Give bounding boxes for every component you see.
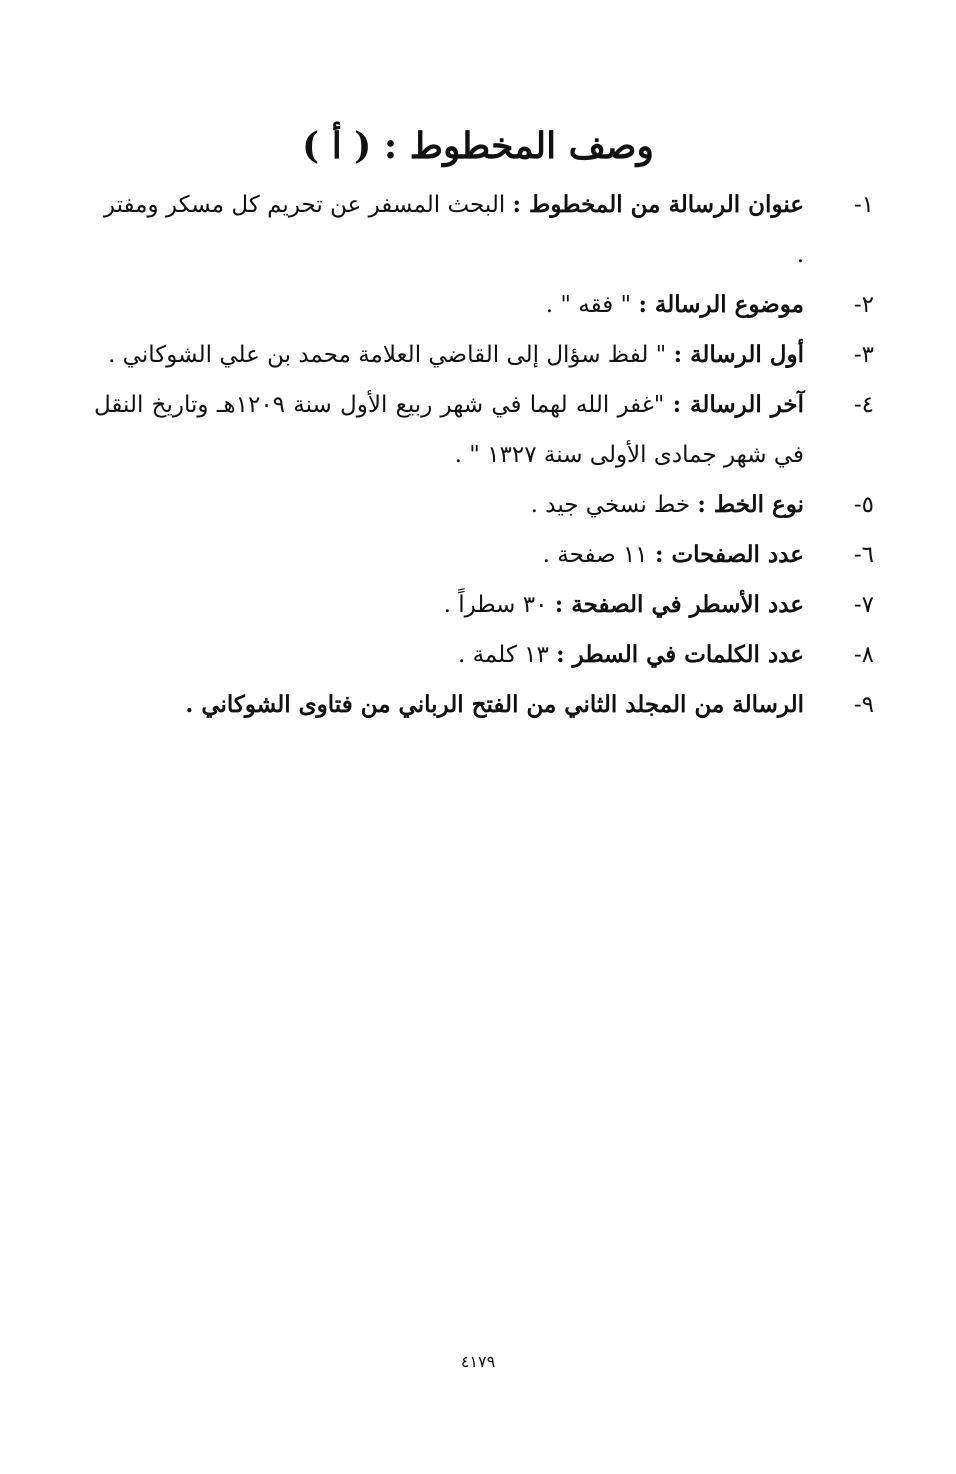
- item-value: " فقه " .: [545, 292, 632, 318]
- item-value: خط نسخي جيد .: [530, 492, 691, 518]
- list-item: [94, 580, 874, 630]
- item-number: ٣-: [853, 342, 874, 368]
- item-number: ١-: [853, 192, 874, 218]
- item-number: ٩-: [853, 692, 874, 718]
- item-number: ٢-: [853, 292, 874, 318]
- item-number: ٦-: [853, 542, 874, 568]
- item-label: أول الرسالة :: [673, 341, 804, 368]
- item-text: [94, 180, 804, 280]
- item-text: [94, 380, 804, 480]
- item-number: ٨-: [853, 642, 874, 668]
- page-title: وصف المخطوط : ( أ ): [302, 125, 654, 167]
- item-value: "غفر الله لهما في شهر ربيع الأول سنة ١٢٠٩هـ وتاريخ النقل في شهر جمادى الأولى سنة ١٣٢٧ " .: [94, 392, 804, 468]
- item-value: ٣٠ سطراً .: [443, 592, 548, 618]
- item-label: موضوع الرسالة :: [638, 291, 804, 318]
- list-item: [94, 380, 874, 480]
- list-item: [94, 280, 874, 330]
- item-value: الرسالة من المجلد الثاني من الفتح الرباني من فتاوى الشوكاني .: [185, 691, 804, 718]
- list-item: [94, 680, 874, 730]
- list-item: [94, 330, 874, 380]
- item-value: ١٣ كلمة .: [457, 642, 549, 668]
- item-value: ١١ صفحة .: [542, 542, 648, 568]
- item-text: [94, 530, 804, 580]
- item-number: ٧-: [853, 592, 874, 618]
- item-text: [94, 680, 804, 730]
- item-value: " لفظ سؤال إلى القاضي العلامة محمد بن علي الشوكاني .: [108, 342, 667, 368]
- item-label: عدد الكلمات في السطر :: [556, 641, 804, 668]
- item-value: البحث المسفر عن تحريم كل مسكر ومفتر .: [103, 192, 804, 268]
- item-text: [94, 580, 804, 630]
- page-number: ٤١٧٩: [460, 1352, 496, 1371]
- item-text: [94, 330, 804, 380]
- item-number: ٥-: [853, 492, 874, 518]
- list-item: [94, 530, 874, 580]
- item-number: ٤-: [853, 392, 874, 418]
- list-item: [94, 630, 874, 680]
- item-label: نوع الخط :: [697, 491, 804, 518]
- list-item: [94, 480, 874, 530]
- item-text: [94, 630, 804, 680]
- manuscript-description-list: [94, 180, 874, 730]
- item-label: عدد الصفحات :: [654, 541, 804, 568]
- item-label: عدد الأسطر في الصفحة :: [554, 591, 804, 618]
- item-text: [94, 280, 804, 330]
- item-label: آخر الرسالة :: [672, 391, 804, 418]
- item-text: [94, 480, 804, 530]
- list-item: [94, 180, 874, 280]
- item-label: عنوان الرسالة من المخطوط :: [512, 191, 804, 218]
